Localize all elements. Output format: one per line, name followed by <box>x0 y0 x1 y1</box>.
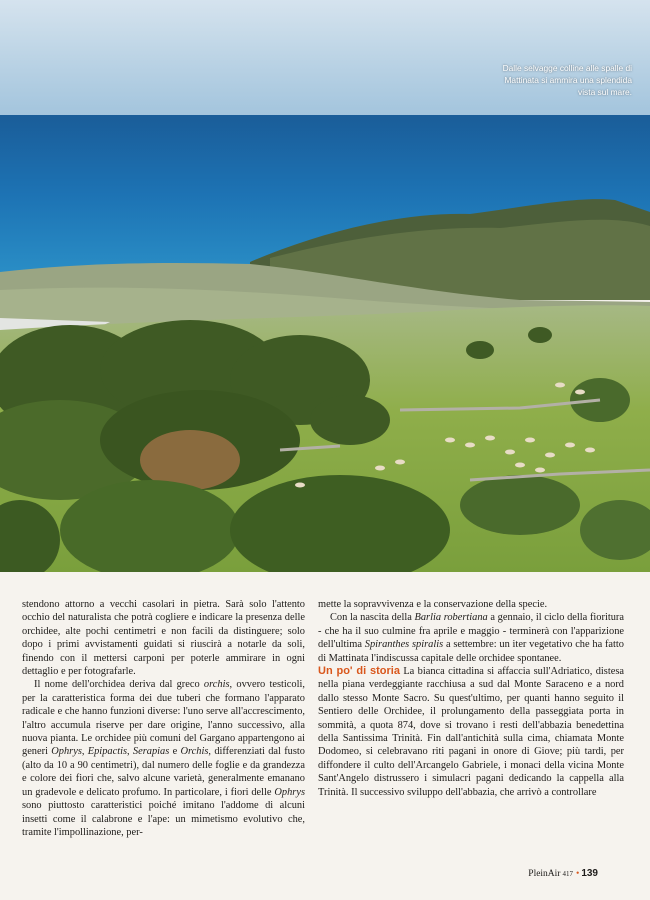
article-column-right <box>318 598 624 799</box>
history-text: La bianca cittadina si affaccia sull'Adriatico, distesa nella piana verdeggiante racchiusa a sud dal Monte Saraceno e a nord dallo stesso Monte Sacro. Su quest'ultimo, per quanti hanno seguito il Sentiero delle Orchidee, il prolungamento della passeggiata porta in sommità, a quota 874, dove si trovano i resti dell'abbazia benedettina della Santissima Trinità. Fin dall'antichità sulla cima, chiamata Monte Dodomeo, si celebravano riti pagani in onore di Giove; più tardi, per diffondere il culto dell'Arcangelo Gabriele, i monaci della vicina Monte Sant'Angelo distrussero i simulacri pagani dedicando la cappella alla Trinità. Il successivo sviluppo dell'abbazia, che arrivò a controllare <box>318 666 624 798</box>
italic-term: Epipactis <box>87 746 128 758</box>
page-footer <box>528 868 598 879</box>
page-number: 139 <box>581 868 598 879</box>
text-run: , <box>81 746 88 758</box>
article-column-left <box>22 598 305 839</box>
text-run: Con la nascita della <box>330 612 415 624</box>
italic-term: Ophrys <box>274 786 305 798</box>
sky <box>0 0 650 118</box>
footer-bullet: • <box>575 869 580 879</box>
text-run: e <box>169 746 181 758</box>
photo-caption: Dalle selvagge colline alle spalle di Mattinata si ammira una splendida vista sul mare. <box>502 63 632 97</box>
italic-term: orchis <box>203 679 230 691</box>
text-run: , differenziati dal fusto (alto da 10 a 90 centimetri), dal numero delle foglie e da grandezza e colore dei fiori che, salvo alcune varietà, generalmente emanano un gradevole e delicato profumo. In particolare, i fiori delle <box>22 746 305 798</box>
text-run: sono piuttosto caratteristici poiché imitano l'addome di alcuni insetti come il calabrone e l'ape: un mimetismo evolutivo che, tramite l'impollinazione, per- <box>22 800 305 838</box>
section-subhead: Un po' di storia <box>318 665 400 678</box>
text-run: , <box>127 746 133 758</box>
text-run: a settembre: un iter vegetativo che ha fatto di Mattinata l'indiscussa capitale delle orchidee spontanee. <box>318 639 625 664</box>
italic-term: Orchis <box>180 746 209 758</box>
text-run: mette la sopravvivenza e la conservazione della specie. <box>318 599 548 610</box>
text-run: stendono attorno a vecchi casolari in pietra. Sarà solo l'attento occhio del naturalista che potrà cogliere e indicare la presenza delle orchidee, alte pochi centimetri e non facili da distinguere; solo dopo i primi avvistamenti guidati si riuscirà a notarle da soli, finendo con il mettersi carponi per poterle ammirare in ogni dettaglio e per fotografarle. <box>22 599 305 678</box>
paragraph <box>22 678 305 839</box>
history-paragraph <box>318 665 624 799</box>
text-run: , ovvero testicoli, per la caratteristica forma dei due tuberi che formano l'apparato radicale e che hanno funzioni diverse: l'uno serve all'accrescimento, l'altro accumula riserve per dare origine, l'anno successivo, alla nuova pianta. Le orchidee più comuni del Gargano appartengono ai generi <box>22 679 305 758</box>
italic-term: Barlia robertiana <box>414 612 488 624</box>
paragraph <box>22 598 305 678</box>
italic-term: Ophrys <box>51 746 82 758</box>
paragraph <box>318 598 624 611</box>
issue-number: 417 <box>562 870 573 878</box>
text-run: a gennaio, il ciclo della fioritura - che ha il suo culmine fra aprile e maggio - terminerà con l'apparizione dell'ultima <box>318 612 624 651</box>
paragraph <box>318 611 624 665</box>
italic-term: Spiranthes spiralis <box>364 639 444 651</box>
magazine-name: PleinAir <box>528 869 561 879</box>
italic-term: Serapias <box>132 746 170 758</box>
text-run: Il nome dell'orchidea deriva dal greco <box>34 679 204 691</box>
